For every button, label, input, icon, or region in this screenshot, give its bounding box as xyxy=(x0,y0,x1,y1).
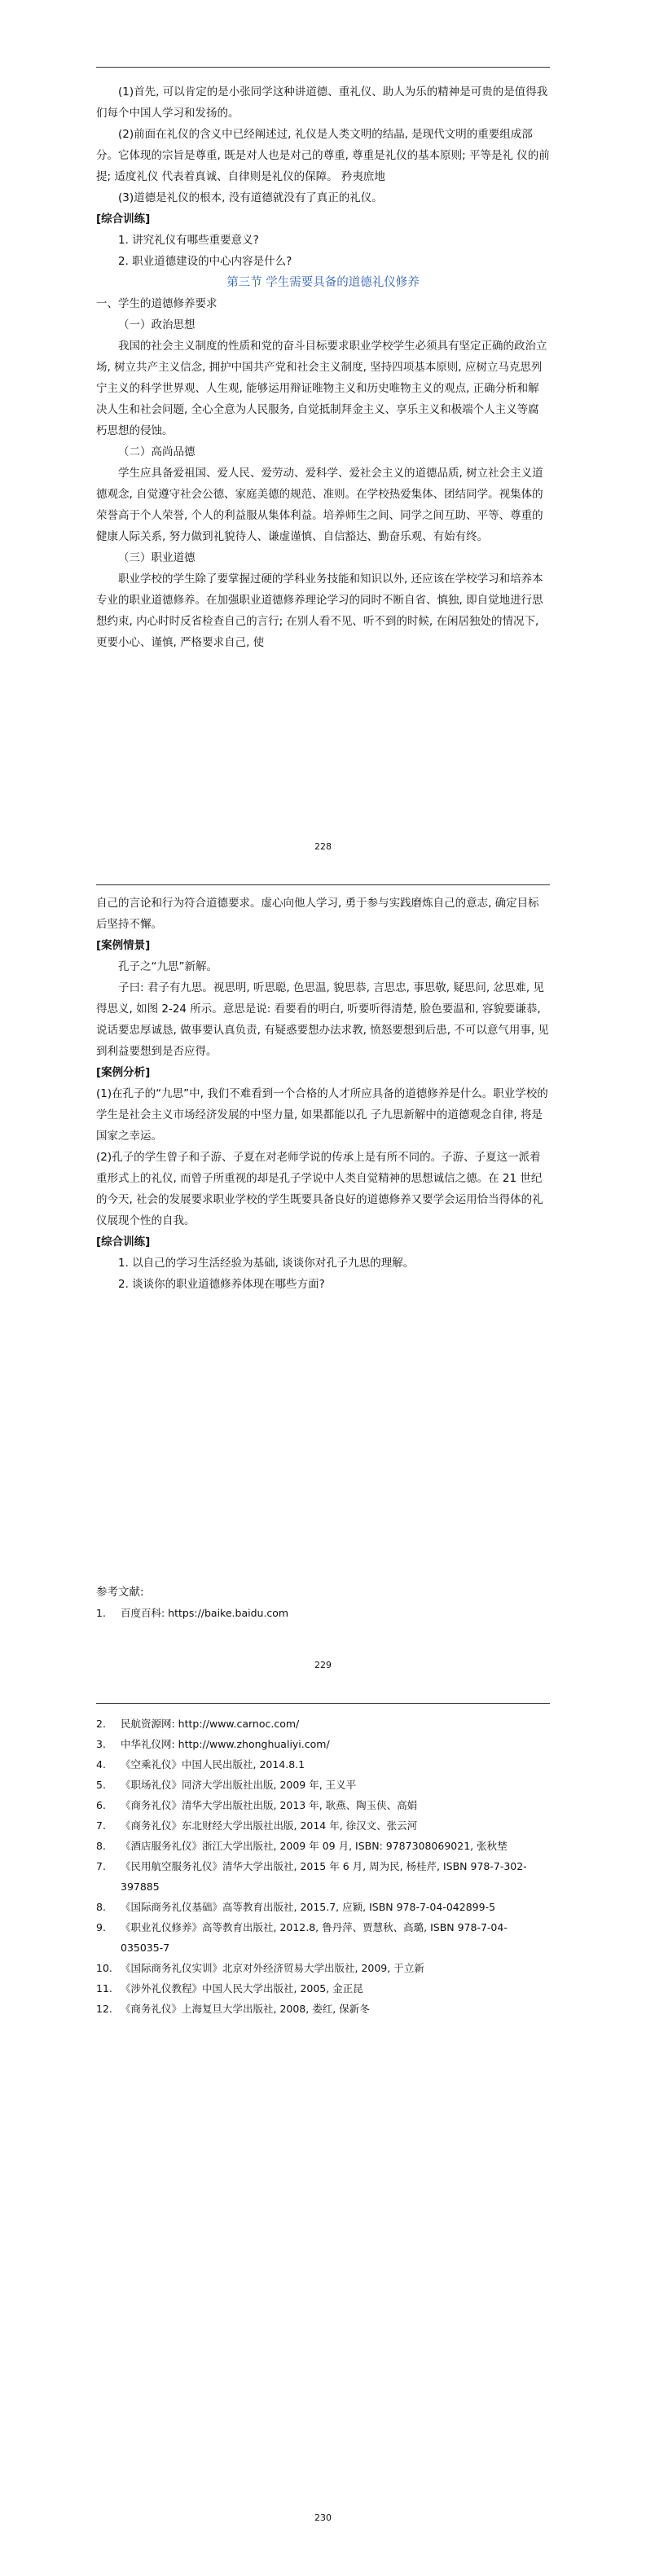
case-title: 孔子之“九思”新解。 xyxy=(118,960,218,973)
analysis-heading: [案例分析] xyxy=(96,1066,151,1079)
reference-item xyxy=(96,1603,550,1623)
reference-item xyxy=(96,1856,550,1897)
reference-number: 1. xyxy=(96,1607,106,1619)
page-number: 230 xyxy=(314,2512,332,2523)
reference-item xyxy=(96,1815,550,1836)
page-number: 228 xyxy=(314,841,332,852)
answer-paragraph-1: (1)首先, 可以肯定的是小张同学这种讲道德、重礼仪、助人为乐的精神是可贵的是值得我们每个中国人学习和发扬的。 xyxy=(96,86,548,120)
reference-number: 7. xyxy=(96,1860,106,1872)
reference-text: 百度百科: https://baike.baidu.com xyxy=(121,1607,289,1619)
reference-text: 《商务礼仪》东北财经大学出版社出版, 2014 年, 徐汉文、张云河 xyxy=(121,1819,418,1832)
reference-list xyxy=(96,1603,550,1623)
reference-text: 《国际商务礼仪基础》高等教育出版社, 2015.7, 应颖, ISBN 978-7-04-042899-5 xyxy=(121,1901,496,1913)
reference-item xyxy=(96,1714,550,1734)
reference-text: 《民用航空服务礼仪》清华大学出版社, 2015 年 6 月, 周为民, 杨桂芹, ISBN 978-7-302-397885 xyxy=(121,1860,527,1893)
page-number: 229 xyxy=(314,1660,332,1670)
reference-number: 4. xyxy=(96,1758,106,1771)
page-top-rule xyxy=(96,67,550,68)
reference-number: 5. xyxy=(96,1779,106,1791)
section-title: 第三节 学生需要具备的道德礼仪修养 xyxy=(226,276,420,289)
training-item: 2. 谈谈你的职业道德修养体现在哪些方面? xyxy=(118,1278,325,1291)
item-text: 我国的社会主义制度的性质和党的奋斗目标要求职业学校学生必须具有坚定正确的政治立场, 树立共产主义信念, 拥护中国共产党和社会主义制度, 坚持四项基本原则, 应树立马克思列宁主义的科学世界观、人生观, 能够运用辩证唯物主义和历史唯物主义的观点, 正确分析和解决人生和社会问题, 全心全意为人民服务, 自觉抵制拜金主义、享乐主义和极端个人主义等腐朽思想的侵蚀。 xyxy=(96,340,547,437)
training-heading: [综合训练] xyxy=(96,213,151,226)
page-229-body xyxy=(96,893,550,1295)
item-text: 职业学校的学生除了要掌握过硬的学科业务技能和知识以外, 还应该在学校学习和培养本专业的职业道德修养。在加强职业道德修养理论学习的同时不断自省、慎独, 即自觉地进行思想约束, 内心时时反省检查自己的言行; 在别人看不见、听不到的时候, 在闲居独处的情况下, 更要小心、谨慎, 严格要求自己, 使 xyxy=(96,573,543,649)
reference-item xyxy=(96,1775,550,1795)
training-item: 1. 以自己的学习生活经验为基础, 谈谈你对孔子九思的理解。 xyxy=(118,1257,415,1270)
analysis-paragraph: (1)在孔子的“九思”中, 我们不难看到一个合格的人才所应具备的道德修养是什么。职业学校的学生是社会主义市场经济发展的中坚力量, 如果都能以孔 子九思新解中的道德观念自律, 将是国家之幸运。 xyxy=(96,1087,548,1143)
reference-item xyxy=(96,1754,550,1775)
reference-item xyxy=(96,1999,550,2019)
page-228-body xyxy=(96,81,550,653)
reference-item xyxy=(96,1734,550,1754)
reference-number: 8. xyxy=(96,1901,106,1913)
reference-text: 《酒店服务礼仪》浙江大学出版社, 2009 年 09 月, ISBN: 9787308069021, 张秋埜 xyxy=(121,1840,508,1852)
case-text: 子曰: 君子有九思。视思明, 听思聪, 色思温, 貌思恭, 言思忠, 事思敬, 疑思问, 忿思难, 见得思义, 如图 2-24 所示。意思是说: 看要看的明白, 听要听得清楚, 脸色要温和, 容貌要谦恭, 说话要忠厚诚恳, 做事要认真负责, 有疑惑要想办法求教, 愤怒要想到后患, 不可以意气用事, 见到利益要想到是否应得。 xyxy=(96,981,549,1058)
reference-item xyxy=(96,1917,550,1958)
reference-text: 《职场礼仪》同济大学出版社出版, 2009 年, 王义平 xyxy=(121,1779,357,1791)
reference-item xyxy=(96,1836,550,1856)
reference-text: 《国际商务礼仪实训》北京对外经济贸易大学出版社, 2009, 于立新 xyxy=(121,1962,424,1974)
item-heading: （一）政治思想 xyxy=(118,318,196,331)
reference-number: 9. xyxy=(96,1921,106,1933)
training-item: 1. 讲究礼仪有哪些重要意义? xyxy=(118,234,259,247)
reference-number: 11. xyxy=(96,1982,112,1995)
reference-text: 《商务礼仪》清华大学出版社出版, 2013 年, 耿燕、陶玉侠、高娟 xyxy=(121,1799,418,1811)
answer-paragraph-2: (2)前面在礼仪的含义中已经阐述过, 礼仪是人类文明的结晶, 是现代文明的重要组成部分。它体现的宗旨是尊重, 既是对人也是对己的尊重, 尊重是礼仪的基本原则; 平等是礼 仪的前提; 适度礼仪 代表着真诚、自律则是礼仪的保障。 矜夷庶地 xyxy=(96,128,550,183)
item-heading: （三）职业道德 xyxy=(118,551,196,564)
item-text: 学生应具备爱祖国、爱人民、爱劳动、爱科学、爱社会主义的道德品质, 树立社会主义道德观念, 自觉遵守社会公德、家庭美德的规范、准则。在学校热爱集体、团结同学。视集体的荣誉高于个人荣誉, 个人的利益服从集体利益。培养师生之间、同学之间互助、平等、尊重的健康人际关系, 努力做到礼貌待人、谦虚谨慎、自信豁达、勤奋乐观、有始有终。 xyxy=(96,467,543,543)
analysis-paragraph: (2)孔子的学生曾子和子游、子夏在对老师学说的传承上是有所不同的。子游、子夏这一派着重形式上的礼仪, 而曾子所重视的却是孔子学说中人类自觉精神的思想诚信之德。在 21 世纪的今天, 社会的发展要求职业学校的学生既要具备良好的道德修养又要学会运用恰当得体的礼仪展现个性的自我。 xyxy=(96,1151,543,1227)
training-heading: [综合训练] xyxy=(96,1235,151,1249)
reference-text: 《涉外礼仪教程》中国人民大学出版社, 2005, 金正昆 xyxy=(121,1982,363,1995)
reference-text: 民航资源网: http://www.carnoc.com/ xyxy=(121,1718,300,1730)
reference-text: 《职业礼仪修养》高等教育出版社, 2012.8, 鲁丹萍、贾慧秋、高璐, ISBN 978-7-04-035035-7 xyxy=(121,1921,508,1954)
reference-number: 12. xyxy=(96,2003,112,2015)
reference-text: 《空乘礼仪》中国人民出版社, 2014.8.1 xyxy=(121,1758,305,1771)
page-top-rule xyxy=(96,1703,550,1704)
reference-item xyxy=(96,1897,550,1917)
references-block xyxy=(96,1582,550,1623)
reference-number: 2. xyxy=(96,1718,106,1730)
reference-item xyxy=(96,1958,550,1978)
page-top-rule xyxy=(96,884,550,885)
reference-text: 中华礼仪网: http://www.zhonghualiyi.com/ xyxy=(121,1738,330,1750)
answer-paragraph-3: (3)道德是礼仪的根本, 没有道德就没有了真正的礼仪。 xyxy=(118,191,383,204)
reference-number: 6. xyxy=(96,1799,106,1811)
reference-number: 8. xyxy=(96,1840,106,1852)
item-heading: （二）高尚品德 xyxy=(118,445,196,459)
reference-item xyxy=(96,1978,550,1999)
training-item: 2. 职业道德建设的中心内容是什么? xyxy=(118,255,292,268)
reference-list xyxy=(96,1714,550,2019)
continuation-text: 自己的言论和行为符合道德要求。虚心向他人学习, 勇于参与实践磨炼自己的意志, 确定目标后坚持不懈。 xyxy=(96,897,539,931)
subsection-heading: 一、学生的道德修养要求 xyxy=(96,297,218,310)
reference-number: 10. xyxy=(96,1962,112,1974)
references-heading: 参考文献: xyxy=(96,1586,144,1599)
reference-number: 3. xyxy=(96,1738,106,1750)
page-230-body xyxy=(96,1714,550,2019)
reference-item xyxy=(96,1795,550,1815)
case-heading: [案例情景] xyxy=(96,939,151,952)
reference-number: 7. xyxy=(96,1819,106,1832)
reference-text: 《商务礼仪》上海复旦大学出版社, 2008, 娄红, 保新冬 xyxy=(121,2003,370,2015)
